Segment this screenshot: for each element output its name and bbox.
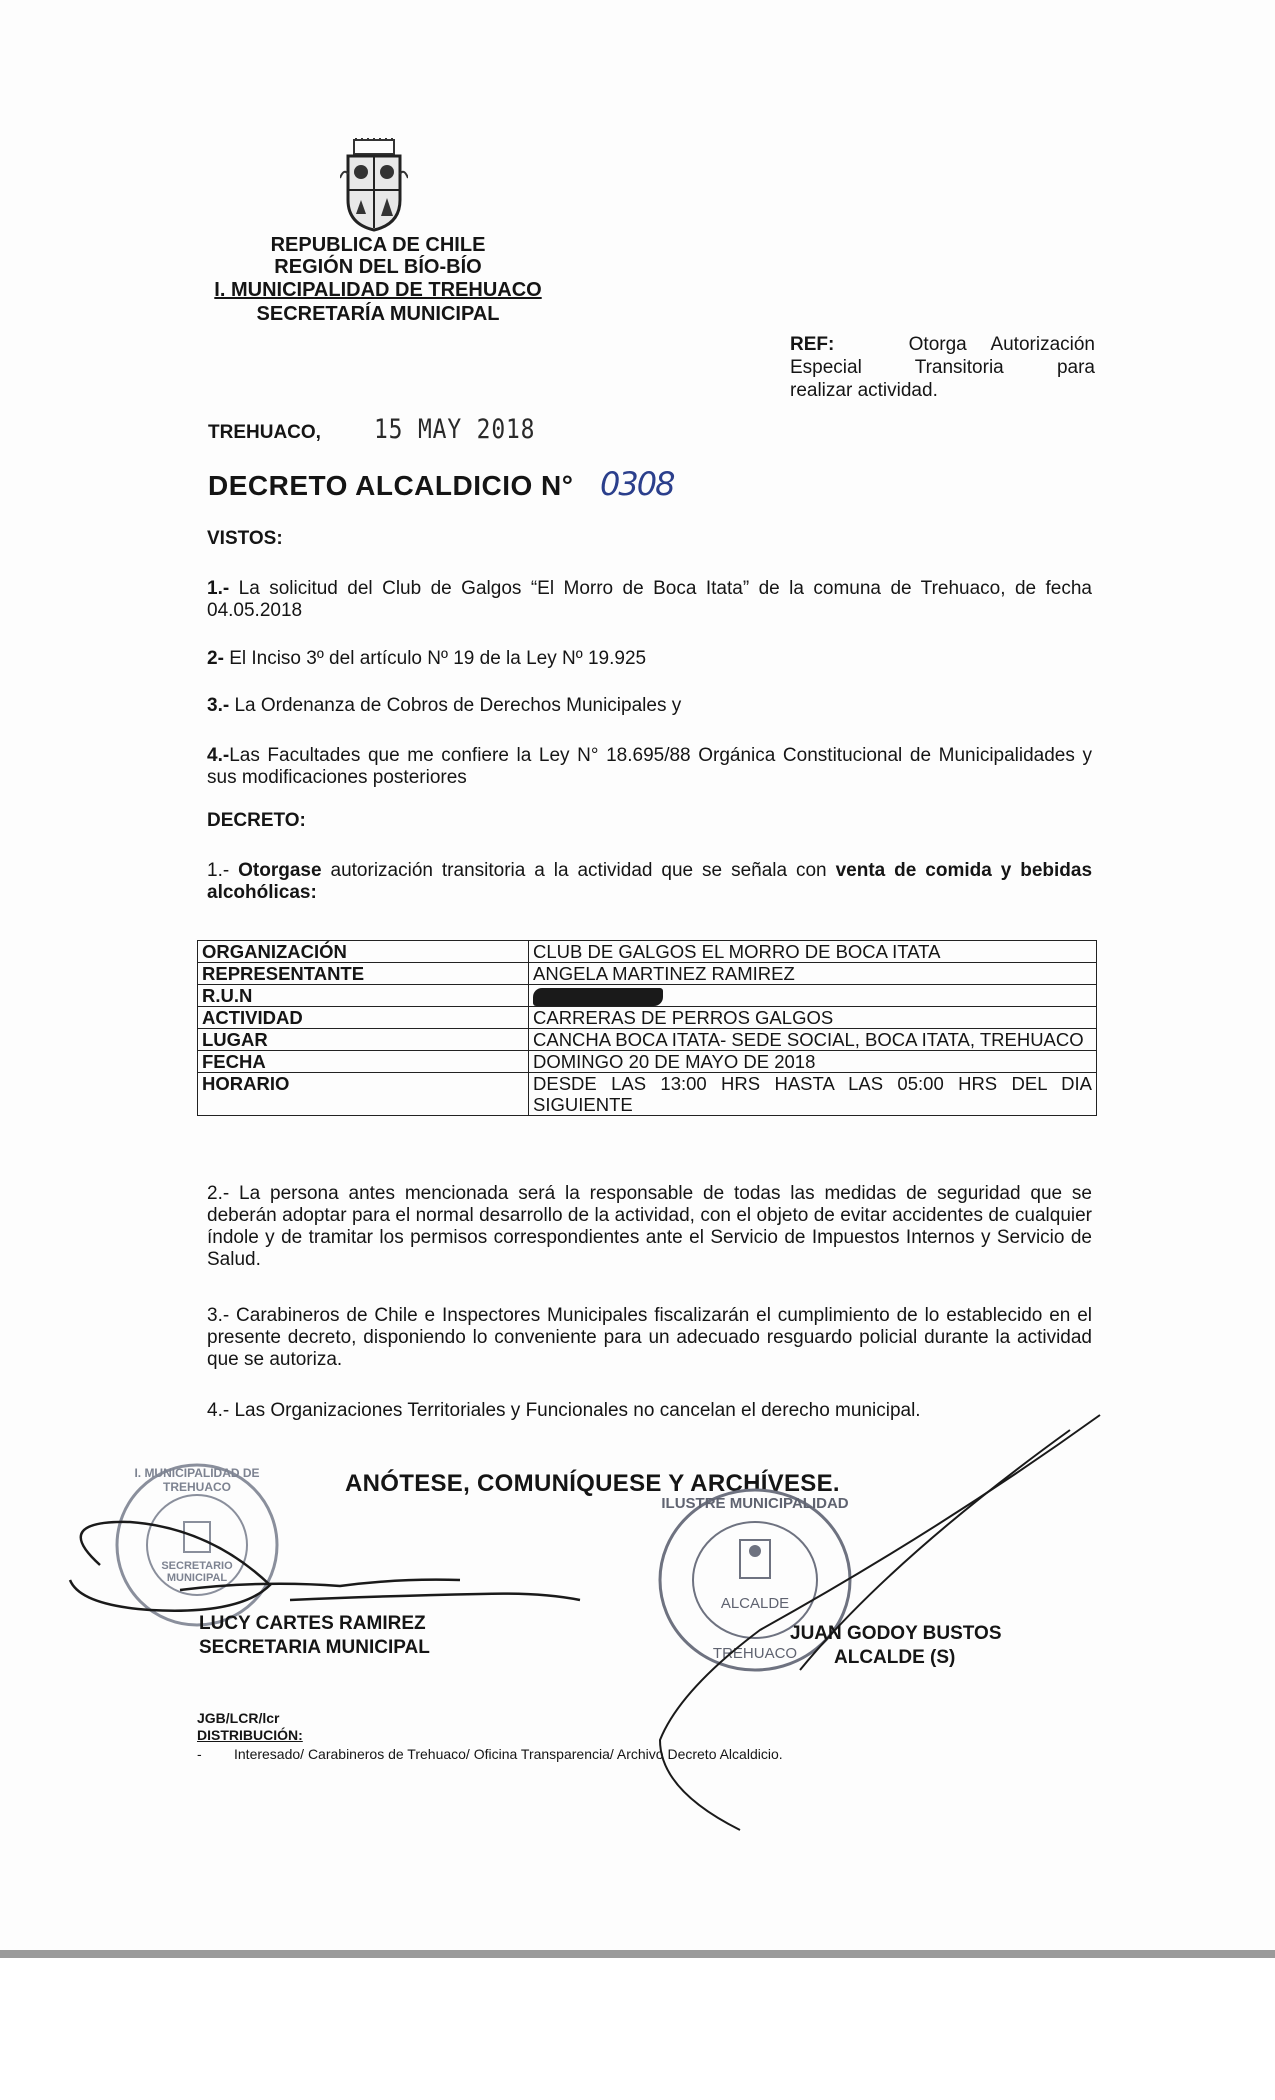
- initials: JGB/LCR/lcr: [197, 1710, 280, 1726]
- table-row: [198, 985, 1097, 1007]
- closing-formula: ANÓTESE, COMUNÍQUESE Y ARCHÍVESE.: [345, 1470, 840, 1497]
- ref-line3: realizar actividad.: [790, 380, 938, 401]
- coat-of-arms-icon: [340, 138, 408, 233]
- scan-edge: [0, 1950, 1275, 1958]
- stamp-bottom-text: TREHUACO: [712, 1645, 798, 1662]
- decreto-paragraph-2: 2.- La persona antes mencionada será la responsable de todas las medidas de seguridad que se deberán adoptar para el normal desarrollo de la actividad, con el objeto de evitar accidentes de cualquier índole y de tramitar los permisos correspondientes ante el Servicio de Impuestos Internos y Servicio de Salud.: [207, 1183, 1092, 1270]
- mayor-name: JUAN GODOY BUSTOS: [790, 1623, 1002, 1644]
- table-row: [198, 1029, 1097, 1051]
- table-row: [198, 1073, 1097, 1116]
- distribution-list: Interesado/ Carabineros de Trehuaco/ Oficina Transparencia/ Archivo Decreto Alcaldicio.: [234, 1746, 783, 1762]
- place-label: TREHUACO,: [208, 422, 321, 443]
- secretary-title: SECRETARIA MUNICIPAL: [199, 1637, 430, 1658]
- mayor-title: ALCALDE (S): [834, 1647, 956, 1668]
- table-row: [198, 941, 1097, 963]
- vistos-item-4: 4.-Las Facultades que me confiere la Ley N° 18.695/88 Orgánica Constitucional de Municipalidades y sus modificaciones posteriores: [207, 745, 1092, 788]
- ref-label: REF:: [790, 334, 835, 355]
- header-region: REGIÓN DEL BÍO-BÍO: [274, 256, 482, 278]
- table-value: CANCHA BOCA ITATA- SEDE SOCIAL, BOCA ITATA, TREHUACO: [529, 1029, 1097, 1051]
- vistos-item-1: 1.- La solicitud del Club de Galgos “El Morro de Boca Itata” de la comuna de Trehuaco, de fecha 04.05.2018: [207, 578, 1093, 621]
- ref-line2: Especial Transitoria para: [790, 357, 1095, 378]
- stamp-top-text: ILUSTRE MUNICIPALIDAD: [661, 1495, 849, 1512]
- table-value: ANGELA MARTINEZ RAMIREZ: [529, 963, 1097, 985]
- table-key: REPRESENTANTE: [198, 963, 529, 985]
- header-country: REPUBLICA DE CHILE: [270, 234, 486, 256]
- vistos-item-2: 2- El Inciso 3º del artículo Nº 19 de la Ley Nº 19.925: [207, 648, 647, 669]
- table-value: CLUB DE GALGOS EL MORRO DE BOCA ITATA: [529, 941, 1097, 963]
- decreto-paragraph-4: 4.- Las Organizaciones Territoriales y Funcionales no cancelan el derecho municipal.: [207, 1400, 921, 1421]
- vistos-item-3: 3.- La Ordenanza de Cobros de Derechos Municipales y: [207, 695, 682, 716]
- table-key: LUGAR: [198, 1029, 529, 1051]
- activity-details-table: [197, 940, 1097, 1116]
- date-stamp: 15 MAY 2018: [374, 414, 536, 445]
- stamp-center-text: SECRETARIO MUNICIPAL: [161, 1560, 233, 1584]
- decreto-heading: DECRETO:: [207, 810, 306, 831]
- decreto-paragraph-1: 1.- Otorgase autorización transitoria a la actividad que se señala con venta de comida y bebidas alcohólicas:: [207, 860, 1093, 903]
- table-key: R.U.N: [198, 985, 529, 1007]
- redaction-mark: [533, 988, 663, 1006]
- table-key: ACTIVIDAD: [198, 1007, 529, 1029]
- reference-block: [790, 333, 1095, 402]
- header-municipality: I. MUNICIPALIDAD DE TREHUACO: [214, 279, 542, 301]
- stamp-center-text: ALCALDE: [720, 1595, 790, 1612]
- table-row: [198, 963, 1097, 985]
- ref-line1: Otorga Autorización: [908, 334, 1096, 355]
- decreto-paragraph-3: 3.- Carabineros de Chile e Inspectores Municipales fiscalizarán el cumplimiento de lo establecido en el presente decreto, disponiendo lo conveniente para un adecuado resguardo policial durante la actividad que se autoriza.: [207, 1305, 1092, 1370]
- decree-number: 0308: [600, 465, 674, 503]
- stamp-ring-text: I. MUNICIPALIDAD DE TREHUACO: [134, 1466, 260, 1494]
- header-department: SECRETARÍA MUNICIPAL: [256, 303, 500, 325]
- table-value: DOMINGO 20 DE MAYO DE 2018: [529, 1051, 1097, 1073]
- table-key: FECHA: [198, 1051, 529, 1073]
- table-value: CARRERAS DE PERROS GALGOS: [529, 1007, 1097, 1029]
- distribution-bullet: -: [197, 1746, 202, 1762]
- distribution-label: DISTRIBUCIÓN:: [197, 1727, 303, 1743]
- table-key: HORARIO: [198, 1073, 529, 1116]
- decree-title: DECRETO ALCALDICIO N°: [208, 470, 574, 501]
- table-key: ORGANIZACIÓN: [198, 941, 529, 963]
- table-value-redacted: [529, 985, 1097, 1007]
- table-value: DESDE LAS 13:00 HRS HASTA LAS 05:00 HRS DEL DIA SIGUIENTE: [529, 1073, 1097, 1116]
- vistos-heading: VISTOS:: [207, 528, 283, 549]
- secretary-name: LUCY CARTES RAMIREZ: [199, 1613, 426, 1634]
- table-row: [198, 1007, 1097, 1029]
- table-row: [198, 1051, 1097, 1073]
